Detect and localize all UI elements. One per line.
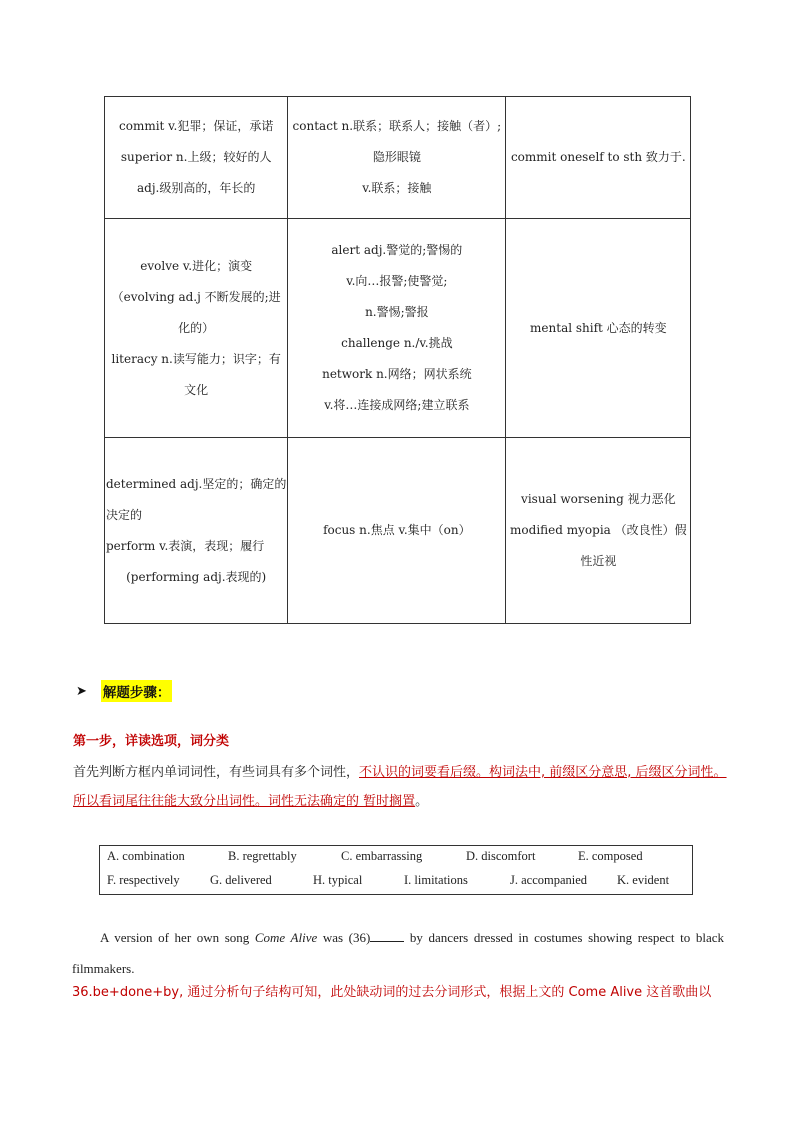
table-cell — [105, 219, 288, 438]
paragraph-end: 。 — [415, 794, 429, 809]
option-e: E. composed — [578, 849, 643, 863]
cell-line: mental shift 心态的转变 — [530, 320, 667, 335]
option-g: G. delivered — [210, 873, 272, 887]
cell-line: v.向…报警;使警觉; — [346, 274, 448, 288]
steps-label: 解题步骤： — [101, 680, 173, 702]
vocabulary-table — [104, 96, 691, 624]
option-h: H. typical — [313, 873, 363, 887]
table-cell — [506, 219, 691, 438]
sentence-mid: was (36) — [317, 930, 371, 945]
table-cell — [105, 97, 288, 219]
sentence-before: A version of her own song — [100, 930, 255, 945]
option-b: B. regrettably — [228, 849, 297, 863]
cell-line: commit oneself to sth 致力于. — [510, 150, 686, 164]
steps-heading — [76, 680, 172, 702]
cell-line: network n.网络；网状系统 — [322, 367, 472, 381]
analysis-text: 36.be+done+by, 通过分析句子结构可知，此处缺动词的过去分词形式，根据上文的 Come Alive 这首歌曲以 — [72, 985, 712, 1000]
cell-line: contact n.联系；联系人；接触（者）; — [292, 119, 502, 133]
table-row — [105, 219, 691, 438]
cell-line: 隐形眼镜 — [372, 150, 421, 164]
cell-line: 文化 — [184, 382, 209, 397]
cell-line: v.联系；接触 — [362, 181, 432, 195]
table-cell — [288, 219, 506, 438]
sentence-after: by dancers dressed in costumes showing respect to black filmmakers. — [72, 930, 724, 976]
cell-line: (performing adj.表现的) — [126, 569, 267, 584]
table-cell — [288, 438, 506, 624]
cell-line: challenge n./v.挑战 — [341, 336, 453, 350]
cell-line: superior n.上级；较好的人 — [120, 150, 272, 164]
options-box — [99, 845, 693, 895]
paragraph-highlight: 不认识的词要看后缀。构词法中, 前缀区分意思, 后缀区分词性。所以看词尾往往能大致分出词性。词性无法确定的 暂时搁置 — [73, 765, 727, 809]
table-cell — [506, 438, 691, 624]
option-j: J. accompanied — [510, 873, 588, 887]
option-a: A. combination — [107, 849, 185, 863]
option-i: I. limitations — [404, 873, 468, 887]
cell-line: literacy n.读写能力；识字；有 — [111, 351, 281, 366]
table-cell — [105, 438, 288, 624]
table-cell — [288, 97, 506, 219]
cell-line: n.警惕;警报 — [365, 305, 429, 319]
cell-line: focus n.焦点 v.集中（on） — [323, 523, 471, 537]
arrow-bullet-icon: ➤ — [76, 683, 87, 699]
cell-line: modified myopia （改良性）假 — [510, 523, 687, 537]
option-f: F. respectively — [107, 873, 180, 887]
question-sentence — [72, 922, 724, 984]
cell-line: 性近视 — [580, 554, 617, 568]
song-title: Come Alive — [254, 930, 318, 945]
cell-line: 化的） — [178, 320, 215, 335]
paragraph-text: 首先判断方框内单词词性，有些词具有多个词性， — [73, 765, 360, 780]
cell-line: determined adj.坚定的；确定的 — [106, 476, 287, 491]
step1-title: 第一步，详读选项，词分类 — [73, 734, 230, 749]
cell-line: 决定的 — [106, 507, 143, 522]
cell-line: adj.级别高的，年长的 — [136, 181, 256, 195]
cell-line: commit v.犯罪；保证，承诺 — [119, 119, 274, 133]
option-c: C. embarrassing — [341, 849, 423, 863]
instruction-paragraph — [73, 758, 728, 816]
cell-line: perform v.表演，表现；履行 — [106, 538, 265, 553]
cell-line: （evolving ad.j 不断发展的;进 — [111, 289, 281, 304]
cell-line: v.将…连接成网络;建立联系 — [324, 398, 470, 412]
cell-line: evolve v.进化；演变 — [140, 258, 253, 273]
table-row — [105, 97, 691, 219]
table-cell — [506, 97, 691, 219]
cell-line: alert adj.警觉的;警惕的 — [331, 243, 463, 257]
answer-blank — [370, 929, 404, 942]
option-d: D. discomfort — [466, 849, 536, 863]
table-row — [105, 438, 691, 624]
cell-line: visual worsening 视力恶化 — [521, 492, 676, 506]
option-k: K. evident — [617, 873, 670, 887]
